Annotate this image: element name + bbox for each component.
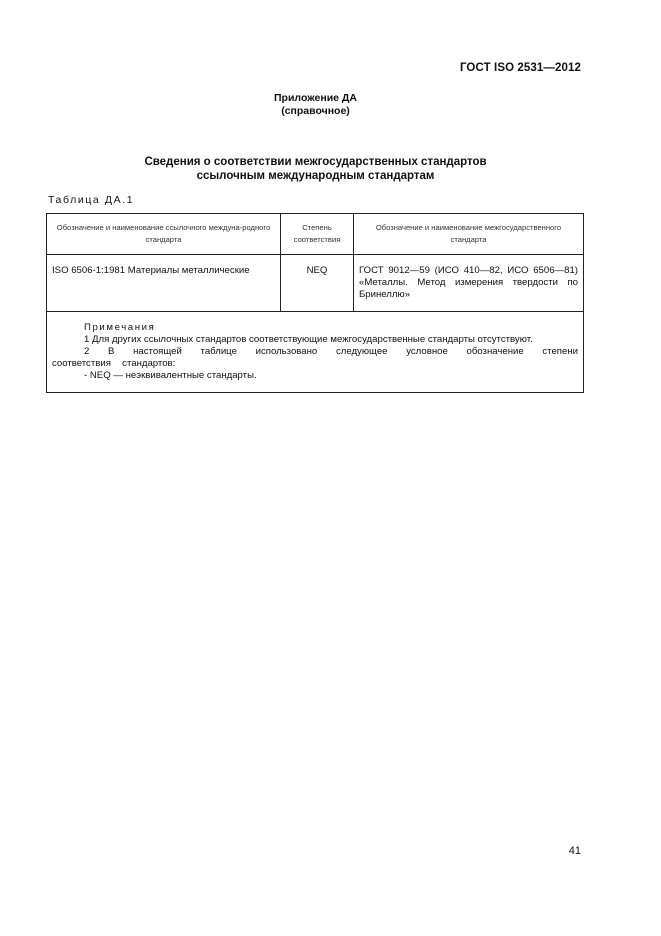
correspondence-table (46, 213, 584, 393)
header-degree-of-correspondence: Степень соответствия (281, 214, 354, 255)
annex-heading (0, 92, 631, 118)
cell-degree: NEQ (281, 255, 354, 312)
annex-section-title (0, 155, 631, 183)
annex-title-line-2: ссылочным международным стандартам (196, 170, 435, 182)
note-item-3: - NEQ — неэквивалентные стандарты. (84, 370, 257, 381)
annex-title-line-1: Сведения о соответствии межгосударственных стандартов (144, 156, 487, 168)
cell-interstate-standard: ГОСТ 9012—59 (ИСО 410—82, ИСО 6506—81) «Металлы. Метод измерения твердости по Бринеллю» (354, 255, 584, 312)
standard-code: ГОСТ ISO 2531—2012 (459, 62, 581, 74)
table-label: Таблица ДА.1 (48, 194, 135, 206)
note-item-2: 2 В настоящей таблице использовано следующее условное обозначение степени соответствия стандартов: (52, 346, 578, 369)
header-interstate-standard: Обозначение и наименование межгосударственного стандарта (354, 214, 584, 255)
table-notes (47, 312, 584, 393)
table-row (47, 255, 584, 312)
table-header-row (47, 214, 584, 255)
note-item-1: 1 Для других ссылочных стандартов соответствующие межгосударственные стандарты отсутствуют. (84, 334, 533, 345)
annex-title: Приложение ДА (274, 92, 357, 104)
notes-heading: Примечания (84, 322, 156, 333)
table-notes-row (47, 312, 584, 393)
page-number: 41 (568, 845, 581, 857)
header-international-standard: Обозначение и наименование ссылочного междуна-родного стандарта (47, 214, 281, 255)
annex-subtitle: (справочное) (281, 105, 350, 117)
cell-international-standard: ISO 6506-1:1981 Материалы металлические (47, 255, 281, 312)
